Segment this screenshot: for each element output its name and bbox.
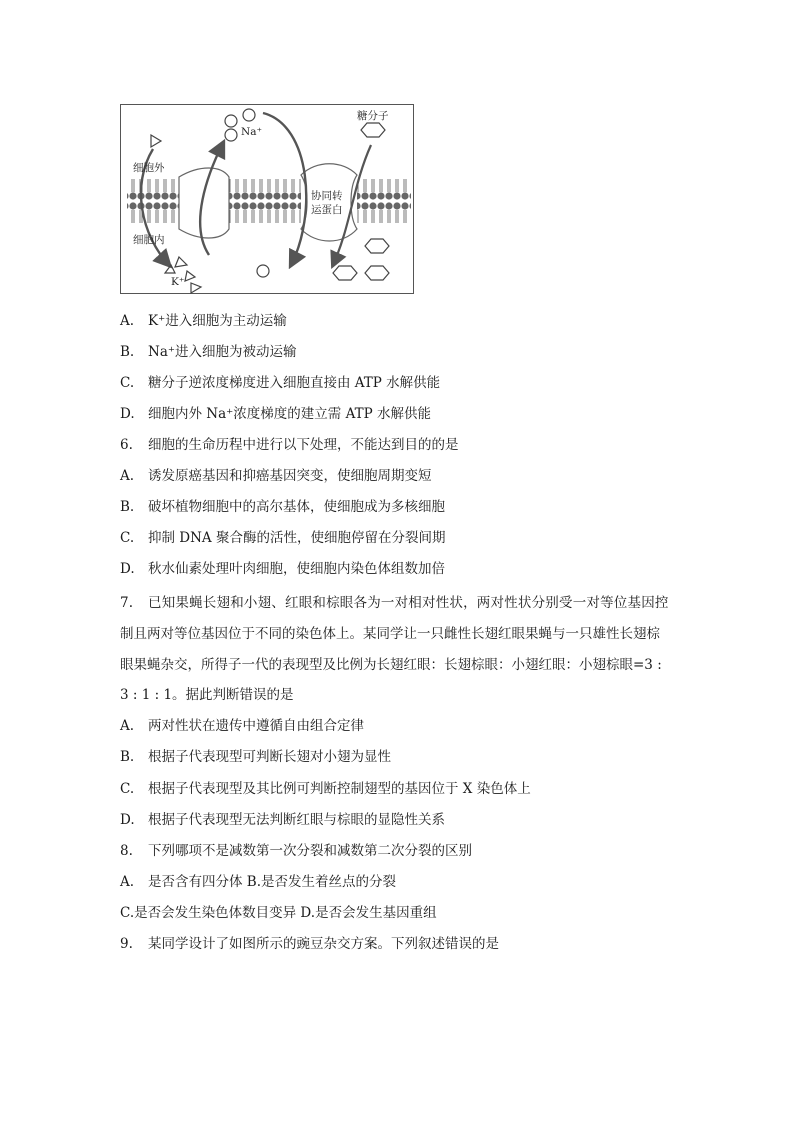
q8-options-line1: A. 是否含有四分体 B.是否发生着丝点的分裂	[120, 874, 397, 890]
bilayer-right	[357, 179, 411, 227]
pump-protein	[179, 168, 229, 238]
q6-option-b: B. 破坏植物细胞中的高尔基体，使细胞成为多核细胞	[120, 499, 445, 515]
q7-stem-line4: 3 : 1 : 1。据此判断错误的是	[120, 687, 294, 703]
k-ion-icon	[191, 283, 201, 293]
q7-option-d: D. 根据子代表现型无法判断红眼与棕眼的显隐性关系	[120, 812, 445, 828]
membrane-diagram	[121, 105, 415, 295]
na-ion-icon	[225, 129, 237, 141]
label-k: K⁺	[171, 276, 185, 288]
bilayer-left	[127, 179, 179, 227]
q5-option-d: D. 细胞内外 Na⁺浓度梯度的建立需 ATP 水解供能	[120, 406, 431, 422]
cotransporter-protein	[301, 164, 357, 241]
label-sugar: 糖分子	[357, 110, 389, 122]
k-ion-icon	[165, 265, 175, 273]
label-outside: 细胞外	[133, 162, 165, 174]
sugar-molecule-icon	[365, 239, 389, 253]
q6-stem: 6. 细胞的生命历程中进行以下处理，不能达到目的的是	[120, 437, 459, 453]
q5-option-b: B. Na⁺进入细胞为被动运输	[120, 344, 297, 360]
label-cotransporter-1: 协同转	[311, 190, 343, 202]
q7-stem-line3: 眼果蝇杂交，所得子一代的表现型及比例为长翅红眼：长翅棕眼：小翅红眼：小翅棕眼=3 :	[120, 657, 662, 673]
na-ion-icon	[243, 109, 255, 121]
sugar-molecule-icon	[361, 123, 385, 137]
bilayer-middle	[229, 179, 301, 227]
q7-stem-line2: 制且两对等位基因位于不同的染色体上。某同学让一只雌性长翅红眼果蝇与一只雄性长翅棕	[120, 626, 660, 642]
q7-option-a: A. 两对性状在遗传中遵循自由组合定律	[120, 718, 364, 734]
q8-options-line2: C.是否会发生染色体数目变异 D.是否会发生基因重组	[120, 905, 437, 921]
sugar-molecule-icon	[333, 266, 357, 280]
q7-option-c: C. 根据子代表现型及其比例可判断控制翅型的基因位于 X 染色体上	[120, 781, 531, 797]
q6-option-c: C. 抑制 DNA 聚合酶的活性，使细胞停留在分裂间期	[120, 530, 446, 546]
q7-stem-line1: 7. 已知果蝇长翅和小翅、红眼和棕眼各为一对相对性状，两对性状分别受一对等位基因控	[120, 595, 669, 611]
q6-option-a: A. 诱发原癌基因和抑癌基因突变，使细胞周期变短	[120, 468, 432, 484]
q6-option-d: D. 秋水仙素处理叶肉细胞，使细胞内染色体组数加倍	[120, 561, 445, 577]
label-cotransporter-2: 运蛋白	[311, 204, 343, 216]
membrane-transport-figure	[120, 104, 414, 294]
q7-option-b: B. 根据子代表现型可判断长翅对小翅为显性	[120, 749, 391, 765]
k-ion-icon	[175, 257, 187, 267]
q9-stem: 9. 某同学设计了如图所示的豌豆杂交方案。下列叙述错误的是	[120, 936, 499, 952]
label-inside: 细胞内	[133, 234, 165, 246]
k-ion-icon	[185, 271, 195, 281]
label-na: Na⁺	[241, 126, 262, 138]
na-ion-icon	[257, 265, 269, 277]
sugar-molecule-icon	[365, 266, 389, 280]
k-ion-icon	[151, 135, 161, 147]
q5-option-a: A. K⁺进入细胞为主动运输	[120, 313, 287, 329]
q5-option-c: C. 糖分子逆浓度梯度进入细胞直接由 ATP 水解供能	[120, 375, 441, 391]
na-ion-icon	[225, 115, 237, 127]
q8-stem: 8. 下列哪项不是减数第一次分裂和减数第二次分裂的区别	[120, 843, 472, 859]
